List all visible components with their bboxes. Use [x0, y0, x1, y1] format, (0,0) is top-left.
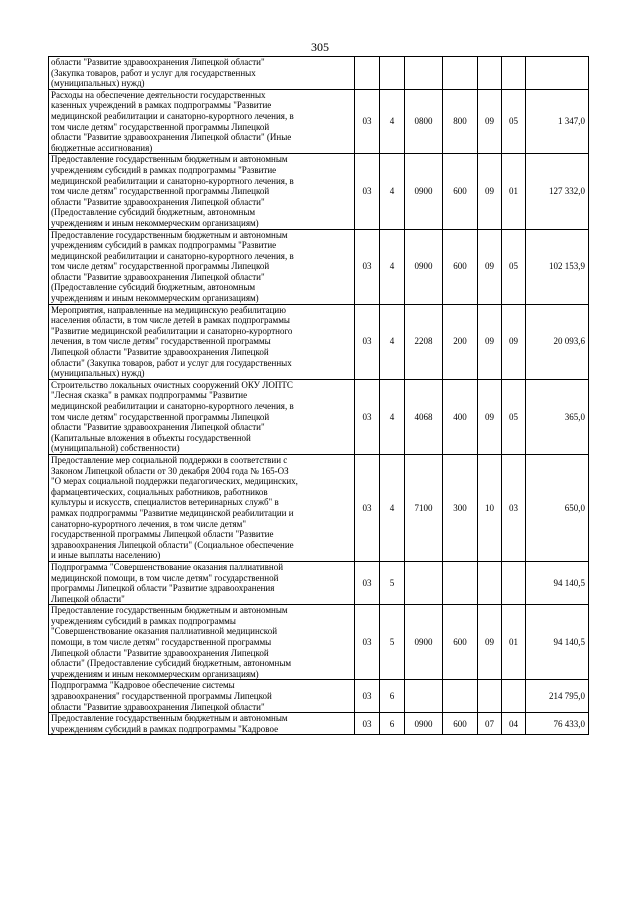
description-line: учреждениям субсидий в рамках подпрограммы "Развитие: [51, 164, 277, 175]
description-line: учреждениям и иным некоммерческим организациям): [51, 668, 259, 679]
description-line: учреждениям и иным некоммерческим организациям): [51, 217, 259, 228]
expense-type-code-cell: 600: [443, 229, 478, 304]
description-line: медицинской реабилитации и санаторно-курортного лечения, в: [51, 401, 294, 411]
table-row: [49, 561, 589, 604]
division-code-cell: 09: [478, 154, 502, 229]
description-cell: [49, 713, 355, 735]
program-code-cell: 5: [380, 561, 405, 604]
amount-cell: 365,0: [526, 379, 589, 454]
program-code-cell: 4: [380, 379, 405, 454]
section-code-cell: 03: [355, 379, 380, 454]
subdivision-code-cell: [502, 561, 526, 604]
description-line: (Предоставление субсидий бюджетным, автономным: [51, 207, 256, 218]
description-line: Предоставление государственным бюджетным и автономным: [51, 154, 288, 165]
program-code-cell: [380, 57, 405, 90]
description-cell: [49, 379, 355, 454]
section-code-cell: 03: [355, 304, 380, 379]
page-number: 305: [311, 40, 329, 54]
division-code-cell: 10: [478, 454, 502, 561]
table-row: [49, 57, 589, 90]
description-line: (муниципальной) собственности): [51, 443, 180, 454]
description-line: культуры и искусств, специалистов ветеринарных служб" в: [51, 497, 279, 508]
expense-type-code-cell: 400: [443, 379, 478, 454]
description-line: Мероприятия, направленные на медицинскую реабилитацию: [51, 304, 286, 315]
description-line: Липецкой области": [51, 593, 125, 604]
section-code-cell: 03: [355, 154, 380, 229]
description-line: области "Развитие здравоохранения Липецкой области": [51, 196, 265, 207]
description-line: и иные выплаты населению): [51, 550, 161, 561]
section-code-cell: 03: [355, 680, 380, 713]
description-line: Предоставление мер социальной поддержки в соответствии с: [51, 454, 288, 465]
program-code-cell: 5: [380, 605, 405, 680]
amount-cell: 94 140,5: [526, 561, 589, 604]
section-code-cell: 03: [355, 713, 380, 735]
description-cell: [49, 454, 355, 561]
description-line: бюджетные ассигнования): [51, 142, 153, 153]
subdivision-code-cell: 05: [502, 229, 526, 304]
amount-cell: 76 433,0: [526, 713, 589, 735]
subdivision-code-cell: 01: [502, 605, 526, 680]
description-line: учреждениям субсидий в рамках подпрограммы "Развитие: [51, 240, 277, 251]
description-line: Липецкой области "Развитие здравоохранения Липецкой: [51, 347, 269, 358]
table-row: [49, 229, 589, 304]
description-line: Законом Липецкой области от 30 декабря 2004 года № 165-ОЗ: [51, 465, 289, 476]
expense-type-code-cell: 600: [443, 605, 478, 680]
division-code-cell: 09: [478, 304, 502, 379]
description-line: Расходы на обеспечение деятельности государственных: [51, 89, 266, 100]
description-line: здравоохранения Липецкой области" (Социальное обеспечение: [51, 539, 294, 550]
description-line: учреждениям субсидий в рамках подпрограммы: [51, 615, 236, 626]
description-line: области" (Предоставление субсидий бюджетным, автономным: [51, 658, 292, 669]
amount-cell: 127 332,0: [526, 154, 589, 229]
target-item-code-cell: [405, 561, 443, 604]
section-code-cell: 03: [355, 229, 380, 304]
description-line: области "Развитие здравоохранения Липецкой области": [51, 422, 265, 433]
description-line: области "Развитие здравоохранения Липецкой области": [51, 271, 265, 282]
description-line: "Лесная сказка" в рамках подпрограммы "Развитие: [51, 390, 248, 401]
amount-cell: 1 347,0: [526, 89, 589, 154]
description-line: Подпрограмма "Совершенствование оказания паллиативной: [51, 561, 284, 572]
expense-type-code-cell: [443, 680, 478, 713]
description-line: Предоставление государственным бюджетным и автономным: [51, 229, 288, 240]
description-line: государственной программы Липецкой области "Развитие: [51, 529, 274, 540]
subdivision-code-cell: 09: [502, 304, 526, 379]
subdivision-code-cell: 03: [502, 454, 526, 561]
description-line: помощи, в том числе детям" государственной программы: [51, 637, 272, 648]
description-line: Предоставление государственным бюджетным и автономным: [51, 713, 288, 724]
target-item-code-cell: 0900: [405, 229, 443, 304]
division-code-cell: 09: [478, 379, 502, 454]
description-line: Липецкой области "Развитие здравоохранения Липецкой: [51, 647, 269, 658]
description-line: медицинской помощи, в том числе детям" государственной: [51, 572, 279, 583]
expense-type-code-cell: 200: [443, 304, 478, 379]
budget-table: [48, 56, 589, 735]
description-line: (Предоставление субсидий бюджетным, автономным: [51, 282, 256, 293]
amount-cell: 102 153,9: [526, 229, 589, 304]
program-code-cell: 4: [380, 304, 405, 379]
description-line: рамках подпрограммы "Развитие медицинской реабилитации и: [51, 507, 294, 518]
division-code-cell: 09: [478, 89, 502, 154]
description-line: программы Липецкой области "Развитие здравоохранения: [51, 583, 275, 594]
description-line: области" (Закупка товаров, работ и услуг для государственных: [51, 357, 292, 368]
expense-type-code-cell: [443, 57, 478, 90]
description-cell: [49, 89, 355, 154]
description-cell: [49, 605, 355, 680]
subdivision-code-cell: 05: [502, 89, 526, 154]
subdivision-code-cell: 01: [502, 154, 526, 229]
description-line: здравоохранения" государственной программы Липецкой: [51, 691, 272, 702]
target-item-code-cell: 0900: [405, 605, 443, 680]
subdivision-code-cell: [502, 680, 526, 713]
description-cell: [49, 304, 355, 379]
expense-type-code-cell: 300: [443, 454, 478, 561]
description-cell: [49, 680, 355, 713]
section-code-cell: 03: [355, 605, 380, 680]
description-line: Предоставление государственным бюджетным и автономным: [51, 605, 288, 616]
description-line: казенных учреждений в рамках подпрограммы "Развитие: [51, 100, 272, 111]
amount-cell: 94 140,5: [526, 605, 589, 680]
amount-cell: [526, 57, 589, 90]
description-line: медицинской реабилитации и санаторно-курортного лечения, в: [51, 110, 294, 121]
description-line: Подпрограмма "Кадровое обеспечение системы: [51, 680, 235, 691]
description-line: (Закупка товаров, работ и услуг для государственных: [51, 67, 256, 78]
description-line: фармацевтических, социальных работников, работников: [51, 486, 268, 497]
description-line: учреждениям субсидий в рамках подпрограммы "Кадровое: [51, 723, 279, 734]
program-code-cell: 4: [380, 229, 405, 304]
description-line: (муниципальных) нужд): [51, 78, 145, 89]
description-line: лечения, в том числе детям" государственной программы: [51, 336, 271, 347]
expense-type-code-cell: 800: [443, 89, 478, 154]
description-line: области "Развитие здравоохранения Липецкой области" (Иные: [51, 132, 292, 143]
description-line: том числе детям" государственной программы Липецкой: [51, 411, 270, 422]
target-item-code-cell: 0900: [405, 154, 443, 229]
section-code-cell: 03: [355, 89, 380, 154]
description-line: Строительство локальных очистных сооружений ОКУ ЛОПТС: [51, 379, 293, 390]
program-code-cell: 4: [380, 89, 405, 154]
description-line: том числе детям" государственной программы Липецкой: [51, 261, 270, 272]
program-code-cell: 6: [380, 713, 405, 735]
budget-table-body: [49, 57, 589, 735]
division-code-cell: [478, 57, 502, 90]
target-item-code-cell: 0900: [405, 713, 443, 735]
target-item-code-cell: [405, 680, 443, 713]
program-code-cell: 4: [380, 154, 405, 229]
description-cell: [49, 57, 355, 90]
table-row: [49, 379, 589, 454]
description-line: (муниципальных) нужд): [51, 368, 145, 379]
table-row: [49, 454, 589, 561]
subdivision-code-cell: [502, 57, 526, 90]
table-row: [49, 154, 589, 229]
division-code-cell: 09: [478, 605, 502, 680]
division-code-cell: [478, 561, 502, 604]
expense-type-code-cell: [443, 561, 478, 604]
description-line: области "Развитие здравоохранения Липецкой области": [51, 57, 265, 67]
division-code-cell: 09: [478, 229, 502, 304]
amount-cell: 20 093,6: [526, 304, 589, 379]
description-line: "Совершенствование оказания паллиативной медицинской: [51, 626, 278, 637]
target-item-code-cell: 2208: [405, 304, 443, 379]
description-line: населения области, в том числе детей в рамках подпрограммы: [51, 315, 290, 326]
description-line: области "Развитие здравоохранения Липецкой области": [51, 701, 265, 712]
subdivision-code-cell: 05: [502, 379, 526, 454]
table-row: [49, 713, 589, 735]
table-row: [49, 680, 589, 713]
section-code-cell: 03: [355, 454, 380, 561]
expense-type-code-cell: 600: [443, 713, 478, 735]
target-item-code-cell: [405, 57, 443, 90]
table-row: [49, 304, 589, 379]
description-line: учреждениям и иным некоммерческим организациям): [51, 293, 259, 304]
description-cell: [49, 229, 355, 304]
description-cell: [49, 154, 355, 229]
description-cell: [49, 561, 355, 604]
target-item-code-cell: 7100: [405, 454, 443, 561]
section-code-cell: 03: [355, 561, 380, 604]
target-item-code-cell: 0800: [405, 89, 443, 154]
description-line: медицинской реабилитации и санаторно-курортного лечения, в: [51, 250, 294, 261]
section-code-cell: [355, 57, 380, 90]
description-line: (Капитальные вложения в объекты государственной: [51, 432, 251, 443]
program-code-cell: 4: [380, 454, 405, 561]
description-line: медицинской реабилитации и санаторно-курортного лечения, в: [51, 175, 294, 186]
description-line: "Развитие медицинской реабилитации и санаторно-курортного: [51, 325, 293, 336]
description-line: санаторно-курортного лечения, в том числе детям": [51, 518, 247, 529]
table-row: [49, 605, 589, 680]
description-line: том числе детям" государственной программы Липецкой: [51, 186, 270, 197]
description-line: "О мерах социальной поддержки педагогических, медицинских,: [51, 476, 298, 487]
table-row: [49, 89, 589, 154]
division-code-cell: 07: [478, 713, 502, 735]
amount-cell: 650,0: [526, 454, 589, 561]
description-line: том числе детям" государственной программы Липецкой: [51, 121, 270, 132]
subdivision-code-cell: 04: [502, 713, 526, 735]
program-code-cell: 6: [380, 680, 405, 713]
division-code-cell: [478, 680, 502, 713]
expense-type-code-cell: 600: [443, 154, 478, 229]
amount-cell: 214 795,0: [526, 680, 589, 713]
target-item-code-cell: 4068: [405, 379, 443, 454]
